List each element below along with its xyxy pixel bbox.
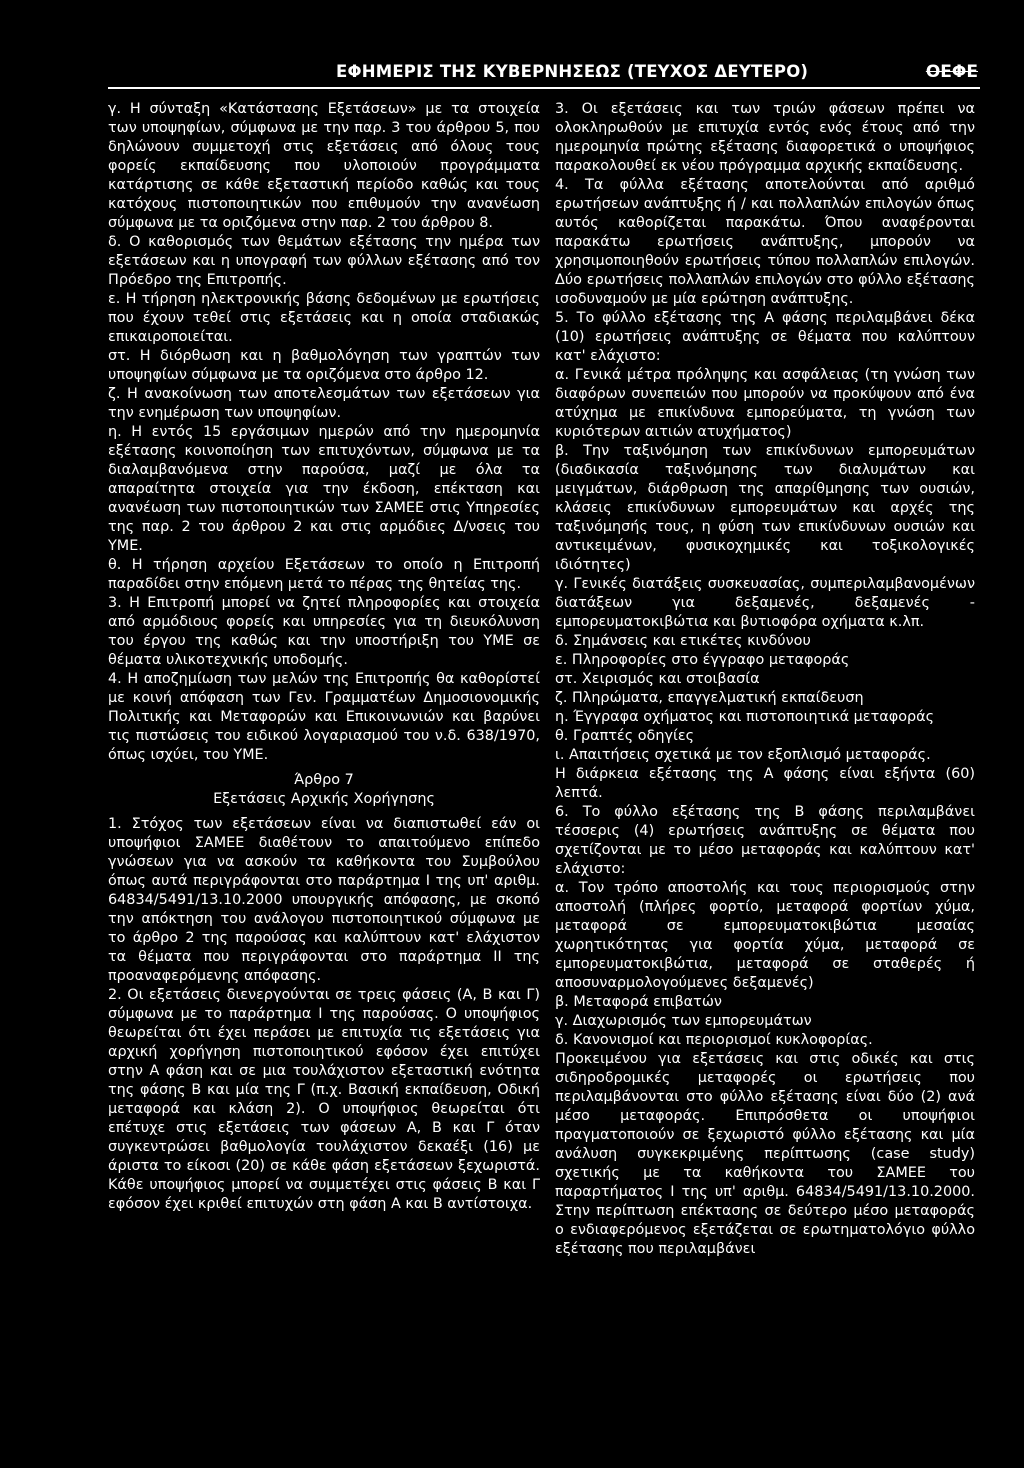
paragraph: ε. Η τήρηση ηλεκτρονικής βάσης δεδομένων με ερωτήσεις που έχουν τεθεί στις εξετάσεις και η οποία σταδιακώς επικαιροποιείται. [108, 291, 540, 345]
list-item: γ. Διαχωρισμός των εμπορευμάτων [555, 1013, 812, 1029]
list-item: ζ. Πληρώματα, επαγγελματική εκπαίδευση [555, 690, 864, 706]
list-item: δ. Σημάνσεις και ετικέτες κινδύνου [555, 633, 811, 649]
gazette-title: ΕΦΗΜΕΡΙΣ ΤΗΣ ΚΥΒΕΡΝΗΣΕΩΣ (ΤΕΥΧΟΣ ΔΕΥΤΕΡΟ) [336, 62, 809, 81]
paragraph: 3. Η Επιτροπή μπορεί να ζητεί πληροφορίες και στοιχεία από αρμόδιους φορείς και υπηρεσίες για τη διευκόλυνση του έργου της καθώς και την υποστήριξη του ΥΜΕ σε θέματα υλικοτεχνικής υποδομής. [108, 595, 540, 668]
paragraph: ζ. Η ανακοίνωση των αποτελεσμάτων των εξετάσεων για την ενημέρωση των υποψηφίων. [108, 386, 540, 421]
list-item: α. Γενικά μέτρα πρόληψης και ασφάλειας (τη γνώση των διαφόρων συνεπειών που μπορούν να προκύψουν από ένα ατύχημα με επικίνδυνα εμπορεύματα, τη γνώση των κυριότερων αιτιών ατυχήματος) [555, 367, 975, 440]
article-title: Εξετάσεις Αρχικής Χορήγησης [213, 791, 435, 807]
paragraph: η. Η εντός 15 εργάσιμων ημερών από την ημερομηνία εξέτασης κοινοποίηση των επιτυχόντων, σύμφωνα με τα διαλαμβανόμενα στην παρούσα, μαζί με όλα τα απαραίτητα στοιχεία για την έκδοση, επέκταση και ανανέωση των πιστοποιητικών των ΣΑΜΕΕ στις Υπηρεσίες της παρ. 2 του άρθρου 2 και στις αρμόδιες Δ/νσεις του ΥΜΕ. [108, 424, 540, 554]
page-number: ΟΕΦΕ [925, 62, 978, 82]
paragraph: γ. Η σύνταξη «Κατάστασης Εξετάσεων» με τα στοιχεία των υποψηφίων, σύμφωνα με την παρ. 3 του άρθρου 5, που δηλώνουν συμμετοχή στις εξετάσεις από όλους τους φορείς εκπαίδευσης που υλοποιούν προγράμματα κατάρτισης σε κάθε εξεταστική περίοδο καθώς και τους κατόχους πιστοποιητικών που επιθυμούν την ανανέωση σύμφωνα με τα οριζόμενα στην παρ. 2 του άρθρου 8. [108, 101, 540, 231]
list-item: θ. Γραπτές οδηγίες [555, 728, 695, 744]
list-item: β. Μεταφορά επιβατών [555, 994, 722, 1010]
header-rule [108, 87, 980, 89]
right-column [555, 100, 975, 1259]
paragraph: 2. Οι εξετάσεις διενεργούνται σε τρεις φάσεις (Α, Β και Γ) σύμφωνα με το παράρτημα I της παρούσας. Ο υποψήφιος θεωρείται ότι έχει περάσει με επιτυχία τις εξετάσεις για αρχική χορήγηση πιστοποιητικού εφόσον έχει επιτύχει στην Α φάση και σε μια τουλάχιστον εξεταστική ενότητα της φάσης Β και μία της Γ (π.χ. Βασική εκπαίδευση, Οδική μεταφορά και κλάση 2). Ο υποψήφιος θεωρείται ότι επέτυχε στις εξετάσεις των φάσεων Α, Β και Γ όταν συγκεντρώσει βαθμολογία τουλάχιστον δεκαέξι (16) με άριστα το είκοσι (20) σε κάθε φάση εξετάσεων ξεχωριστά. Κάθε υποψήφιος μπορεί να συμμετέχει στις φάσεις Β και Γ εφόσον έχει κριθεί επιτυχών στη φάση Α και Β αντίστοιχα. [108, 987, 540, 1212]
paragraph: 5. Το φύλλο εξέτασης της Α φάσης περιλαμβάνει δέκα (10) ερωτήσεις ανάπτυξης σε θέματα που καλύπτουν κατ' ελάχιστο: [555, 310, 975, 364]
article-number: Άρθρο 7 [294, 772, 354, 788]
paragraph: 4. Τα φύλλα εξέτασης αποτελούνται από αριθμό ερωτήσεων ανάπτυξης ή / και πολλαπλών επιλογών όπως αυτός καθορίζεται παρακάτω. Όπου αναφέρονται παρακάτω ερωτήσεις ανάπτυξης, μπορούν να χρησιμοποιηθούν ερωτήσεις τύπου πολλαπλών επιλογών. Δύο ερωτήσεις πολλαπλών επιλογών στο φύλλο εξέτασης ισοδυναμούν με μία ερώτηση ανάπτυξης. [555, 177, 975, 307]
list-item: α. Τον τρόπο αποστολής και τους περιορισμούς στην αποστολή (πλήρες φορτίο, μεταφορά φορτίων χύμα, μεταφορά σε εμπορευματοκιβώτια μεσαίας χωρητικότητας για φορτία χύμα, μεταφορά σε εμπορευματοκιβώτια, μεταφορά σε σταθερές ή αποσυναρμολογούμενες δεξαμενές) [555, 880, 975, 991]
paragraph: 1. Στόχος των εξετάσεων είναι να διαπιστωθεί εάν οι υποψήφιοι ΣΑΜΕΕ διαθέτουν το απαιτούμενο επίπεδο γνώσεων για να ασκούν τα καθήκοντα του Συμβούλου όπως αυτά περιγράφονται στο παράρτημα I της υπ' αριθμ. 64834/5491/13.10.2000 υπουργικής απόφασης, με σκοπό την απόκτηση του ανάλογου πιστοποιητικού σύμφωνα με το άρθρο 2 της παρούσας και καλύπτουν κατ' ελάχιστον τα θέματα που περιγράφονται στο παράρτημα II της προαναφερόμενης απόφασης. [108, 816, 540, 984]
list-item: η. Έγγραφα οχήματος και πιστοποιητικά μεταφοράς [555, 709, 935, 725]
list-item: ε. Πληροφορίες στο έγγραφο μεταφοράς [555, 652, 850, 668]
paragraph: 3. Οι εξετάσεις και των τριών φάσεων πρέπει να ολοκληρωθούν με επιτυχία εντός ενός έτους από την ημερομηνία πρώτης εξέτασης διαφορετικά ο υποψήφιος παρακολουθεί εκ νέου πρόγραμμα αρχικής εκπαίδευσης. [555, 101, 975, 174]
list-item: στ. Χειρισμός και στοιβασία [555, 671, 760, 687]
paragraph: θ. Η τήρηση αρχείου Εξετάσεων το οποίο η Επιτροπή παραδίδει στην επόμενη μετά το πέρας της θητείας της. [108, 557, 540, 592]
paragraph: δ. Ο καθορισμός των θεμάτων εξέτασης την ημέρα των εξετάσεων και η υπογραφή των φύλλων εξέτασης από τον Πρόεδρο της Επιτροπής. [108, 234, 540, 288]
paragraph: Προκειμένου για εξετάσεις και στις οδικές και στις σιδηροδρομικές μεταφορές οι ερωτήσεις που περιλαμβάνονται στο φύλλο εξέτασης είναι δύο (2) ανά μέσο μεταφοράς. Επιπρόσθετα οι υποψήφιοι πραγματοποιούν σε ξεχωριστό φύλλο εξέτασης και μία ανάλυση συγκεκριμένης περίπτωσης (case study) σχετικής με τα καθήκοντα του ΣΑΜΕΕ του παραρτήματος I της υπ' αριθμ. 64834/5491/13.10.2000. Στην περίπτωση επέκτασης σε δεύτερο μέσο μεταφοράς ο ενδιαφερόμενος εξετάζεται σε ερωτηματολόγιο φύλλο εξέτασης που περιλαμβάνει [555, 1051, 975, 1257]
list-item: ι. Απαιτήσεις σχετικά με τον εξοπλισμό μεταφοράς. [555, 747, 931, 763]
left-column [108, 100, 540, 1214]
paragraph: 4. Η αποζημίωση των μελών της Επιτροπής θα καθορίστεί με κοινή απόφαση των Γεν. Γραμματέων Δημοσιονομικής Πολιτικής και Μεταφορών και Επικοινωνιών και βαρύνει τις πιστώσεις του ειδικού λογαριασμού του ν.δ. 638/1970, όπως ισχύει, του ΥΜΕ. [108, 671, 540, 763]
list-item: β. Την ταξινόμηση των επικίνδυνων εμπορευμάτων (διαδικασία ταξινόμησης των διαλυμάτων και μειγμάτων, διάρθρωση της απαρίθμησης των ουσιών, κλάσεις επικίνδυνων εμπορευμάτων και αρχές της ταξινόμησής τους, η φύση των επικίνδυνων ουσιών και αντικειμένων, φυσικοχημικές και τοξικολογικές ιδιότητες) [555, 443, 975, 573]
paragraph: στ. Η διόρθωση και η βαθμολόγηση των γραπτών των υποψηφίων σύμφωνα με τα οριζόμενα στο άρθρο 12. [108, 348, 540, 383]
paragraph: 6. Το φύλλο εξέτασης της Β φάσης περιλαμβάνει τέσσερις (4) ερωτήσεις ανάπτυξης σε θέματα που σχετίζονται με το μέσο μεταφοράς και καλύπτουν κατ' ελάχιστο: [555, 804, 975, 877]
list-item: δ. Κανονισμοί και περιορισμοί κυκλοφορίας. [555, 1032, 873, 1048]
page-header [108, 62, 978, 84]
paragraph: Η διάρκεια εξέτασης της Α φάσης είναι εξήντα (60) λεπτά. [555, 766, 975, 801]
list-item: γ. Γενικές διατάξεις συσκευασίας, συμπεριλαμβανομένων διατάξεων για δεξαμενές, δεξαμενές - εμπορευματοκιβώτια και βυτιοφόρα οχήματα κ.λπ. [555, 576, 975, 630]
